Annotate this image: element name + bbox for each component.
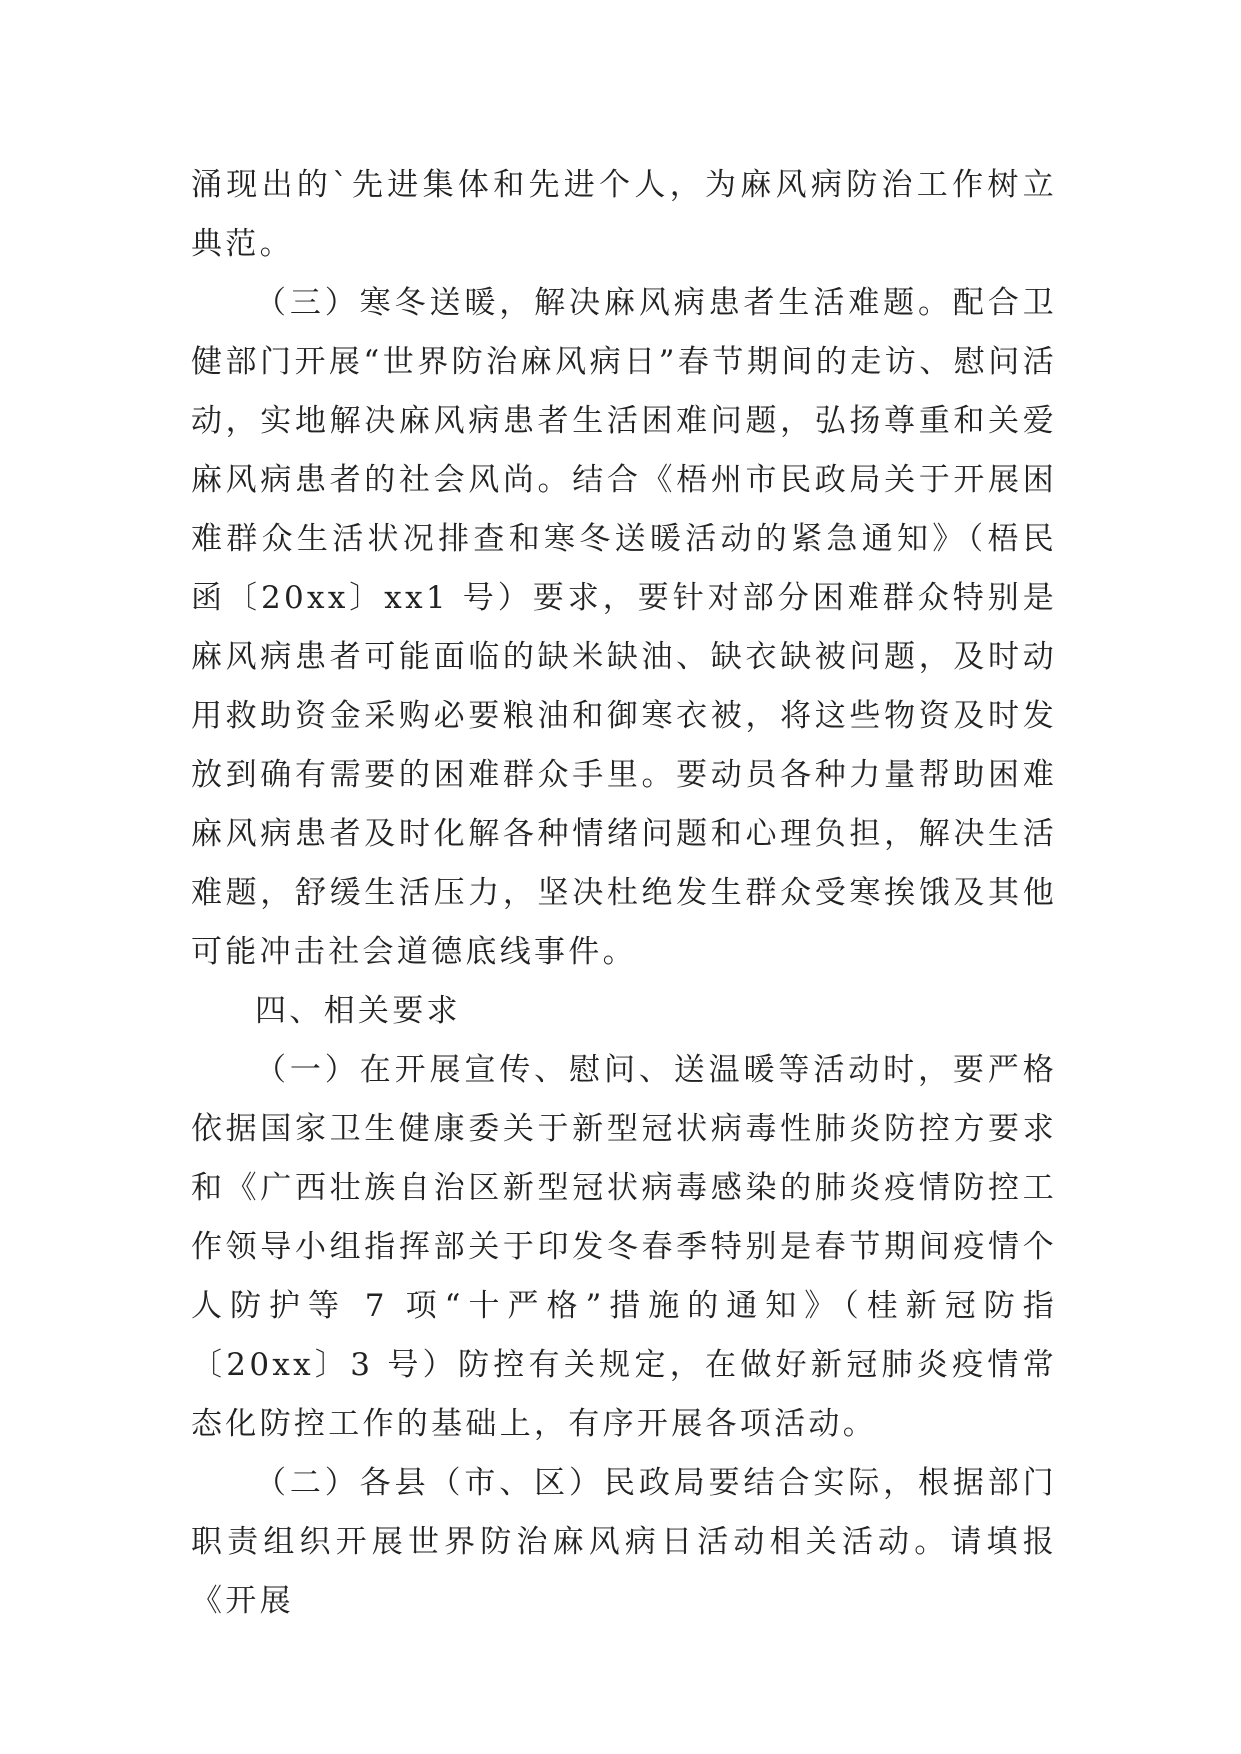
paragraph-requirement-2: （二）各县（市、区）民政局要结合实际，根据部门职责组织开展世界防治麻风病日活动相关活动。请填报《开展: [191, 1465, 1057, 1619]
paragraph-requirement-1: （一）在开展宣传、慰问、送温暖等活动时，要严格依据国家卫生健康委关于新型冠状病毒性肺炎防控方要求和《广西壮族自治区新型冠状病毒感染的肺炎疫情防控工作领导小组指挥部关于印发冬春季特别是春节期间疫情个人防护等 7 项“十严格”措施的通知》（桂新冠防指〔20xx〕3 号）防控有关规定，在做好新冠肺炎疫情常态化防控工作的基础上，有序开展各项活动。: [191, 1052, 1057, 1442]
section-heading-requirements: 四、相关要求: [255, 993, 461, 1029]
paragraph-continuation: 涌现出的`先进集体和先进个人，为麻风病防治工作树立典范。: [191, 167, 1057, 262]
document-body: [191, 156, 1057, 1631]
paragraph-winter-warmth: （三）寒冬送暖，解决麻风病患者生活难题。配合卫健部门开展“世界防治麻风病日”春节期间的走访、慰问活动，实地解决麻风病患者生活困难问题，弘扬尊重和关爱麻风病患者的社会风尚。结合《梧州市民政局关于开展困难群众生活状况排查和寒冬送暖活动的紧急通知》（梧民函〔20xx〕xx1 号）要求，要针对部分困难群众特别是麻风病患者可能面临的缺米缺油、缺衣缺被问题，及时动用救助资金采购必要粮油和御寒衣被，将这些物资及时发放到确有需要的困难群众手里。要动员各种力量帮助困难麻风病患者及时化解各种情绪问题和心理负担，解决生活难题，舒缓生活压力，坚决杜绝发生群众受寒挨饿及其他可能冲击社会道德底线事件。: [191, 285, 1057, 970]
